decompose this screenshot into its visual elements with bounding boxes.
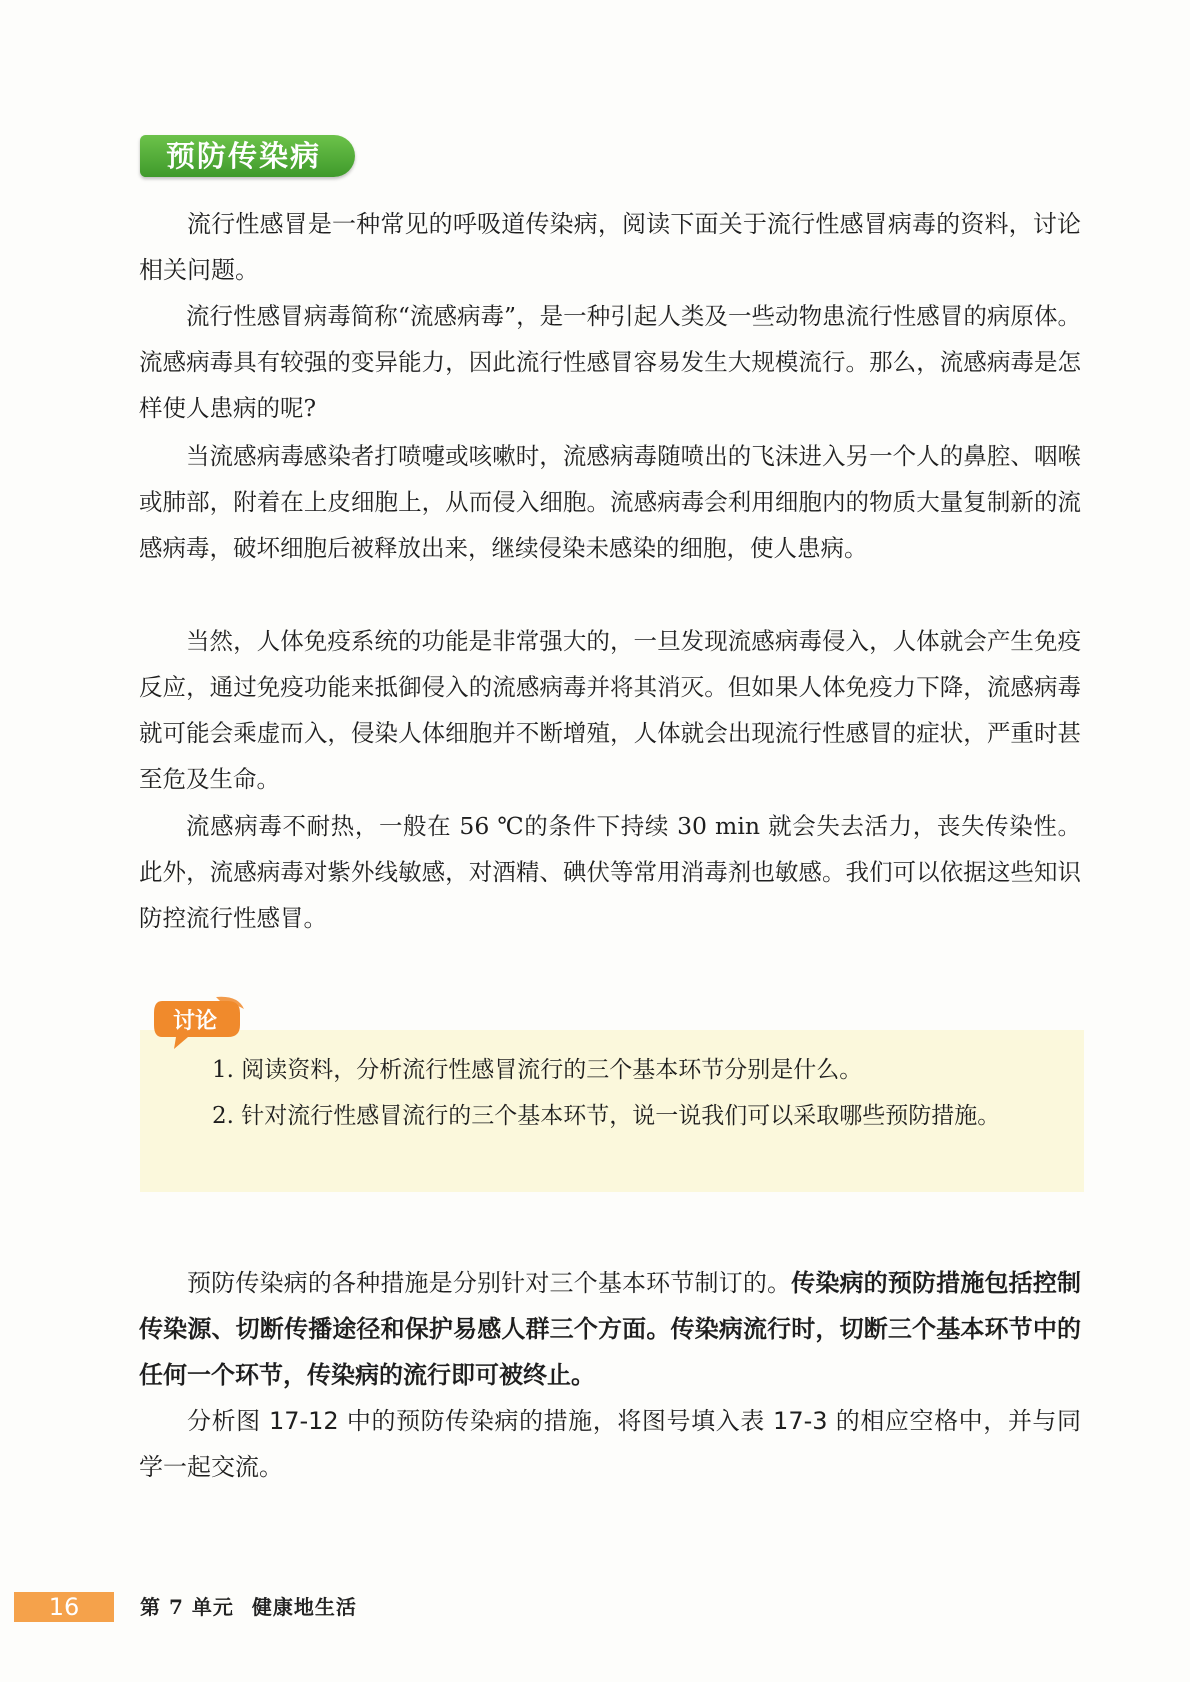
discussion-badge xyxy=(154,995,246,1051)
page-number: 16 xyxy=(14,1592,114,1622)
reading-paragraph-1: 流行性感冒病毒简称“流感病毒”，是一种引起人类及一些动物患流行性感冒的病原体。流感病毒具有较强的变异能力，因此流行性感冒容易发生大规模流行。那么，流感病毒是怎样使人患病的呢? xyxy=(139,302,1081,422)
task-paragraph: 分析图 17-12 中的预防传染病的措施，将图号填入表 17-3 的相应空格中，并与同学一起交流。 xyxy=(139,1407,1081,1481)
discussion-badge-label: 讨论 xyxy=(172,1009,217,1034)
unit-title: 健康地生活 xyxy=(251,1595,357,1619)
discussion-question-1: 1. 阅读资料，分析流行性感冒流行的三个基本环节分别是什么。 xyxy=(212,1057,863,1083)
conclusion-plain: 预防传染病的各种措施是分别针对三个基本环节制订的。 xyxy=(187,1269,792,1297)
reading-paragraph-2: 当流感病毒感染者打喷嚏或咳嗽时，流感病毒随喷出的飞沫进入另一个人的鼻腔、咽喉或肺部，附着在上皮细胞上，从而侵入细胞。流感病毒会利用细胞内的物质大量复制新的流感病毒，破坏细胞后被释放出来，继续侵染未感染的细胞，使人患病。 xyxy=(139,442,1081,562)
running-footer xyxy=(140,1592,375,1622)
unit-label: 第 7 单元 xyxy=(140,1595,234,1619)
conclusion-paragraph xyxy=(139,1260,1081,1398)
conclusion-bold: 传染病的预防措施包括控制传染源、切断传播途径和保护易感人群三个方面。传染病流行时，切断三个基本环节中的任何一个环节，传染病的流行即可被终止。 xyxy=(139,1269,1082,1389)
intro-paragraph: 流行性感冒是一种常见的呼吸道传染病，阅读下面关于流行性感冒病毒的资料，讨论相关问题。 xyxy=(139,210,1081,284)
reading-paragraph-3: 当然，人体免疫系统的功能是非常强大的，一旦发现流感病毒侵入，人体就会产生免疫反应，通过免疫功能来抵御侵入的流感病毒并将其消灭。但如果人体免疫力下降，流感病毒就可能会乘虚而入，侵染人体细胞并不断增殖，人体就会出现流行性感冒的症状，严重时甚至危及生命。 xyxy=(139,627,1081,793)
discussion-question-2: 2. 针对流行性感冒流行的三个基本环节，说一说我们可以采取哪些预防措施。 xyxy=(212,1103,1001,1129)
reading-paragraph-4: 流感病毒不耐热，一般在 56 ℃的条件下持续 30 min 就会失去活力，丧失传染性。此外，流感病毒对紫外线敏感，对酒精、碘伏等常用消毒剂也敏感。我们可以依据这些知识防控流行性感冒。 xyxy=(139,812,1081,932)
section-title: 预防传染病 xyxy=(140,135,355,177)
